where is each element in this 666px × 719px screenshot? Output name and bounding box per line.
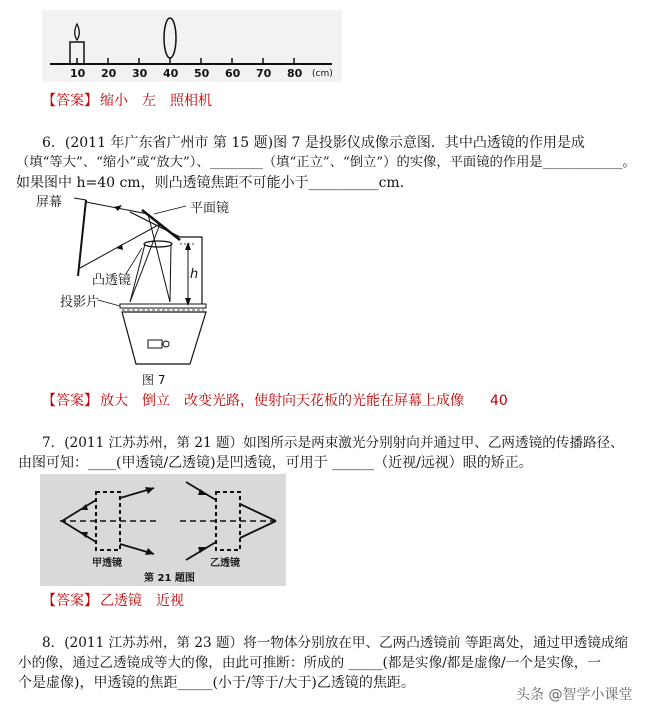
projector-figure	[30, 192, 230, 392]
optical-bench-figure	[42, 10, 342, 82]
answer-value: 近视	[156, 593, 184, 609]
q7-line1: 7．(2011 江苏苏州，第 21 题）如图所示是两束激光分别射向并通过甲、乙两透镜的传播路径、	[42, 435, 624, 451]
tick-label: 20	[101, 67, 117, 80]
answer-value: 放大	[100, 393, 128, 409]
slide	[120, 304, 206, 308]
q8-line2: 小的像，通过乙透镜成等大的像，由此可推断：所成的 _____(都是实像/都是虚像/一个是实像，一	[18, 655, 601, 671]
figure-caption: 第 21 题图	[144, 573, 195, 584]
answer-6	[42, 392, 522, 410]
q6-line1: 6．(2011 年广东省广州市 第 15 题)图 7 是投影仪成像示意图．其中凸透镜的作用是成	[42, 135, 585, 151]
screen	[78, 200, 86, 276]
answer-tag: 【答案】	[42, 93, 98, 109]
tick-label: 30	[132, 67, 148, 80]
tick-label: 10	[70, 67, 86, 80]
answer-value: 乙透镜	[100, 593, 142, 609]
lens-figure-21	[40, 474, 286, 586]
tick-label: 40	[163, 67, 179, 80]
answer-tag: 【答案】	[42, 593, 98, 609]
tick-label: 60	[225, 67, 241, 80]
q7-line2: 由图可知：____(甲透镜/乙透镜)是凹透镜，可用于 ______（近视/远视）眼的矫正。	[18, 455, 533, 471]
answer-7	[42, 592, 198, 610]
watermark: 头条 @智学小课堂	[516, 687, 633, 703]
figure-caption: 图 7	[142, 373, 166, 387]
q6-line2: （填“等大”、“缩小”或“放大”）、________（填“正立”、“倒立”）的实像，平面镜的作用是____________。	[16, 155, 636, 170]
screen-label: 屏幕	[36, 195, 63, 210]
answer-value: 左	[142, 93, 156, 109]
tick-label: 80	[287, 67, 303, 80]
answer-value: 40	[490, 393, 508, 409]
answer-5	[42, 92, 226, 110]
lens-jia-label: 甲透镜	[92, 558, 122, 569]
answer-value: 照相机	[170, 93, 212, 109]
unit-label: (cm)	[312, 69, 333, 79]
tick-label: 50	[194, 67, 210, 80]
lens-yi-label: 乙透镜	[210, 558, 240, 569]
answer-value: 缩小	[100, 93, 128, 109]
mirror-label: 平面镜	[190, 201, 230, 216]
slide-label: 投影片	[60, 295, 100, 310]
projector-base	[122, 312, 206, 364]
h-label: h	[190, 267, 199, 282]
q6-line3: 如果图中 h=40 cm，则凸透镜焦距不可能小于__________cm．	[16, 175, 414, 191]
q8-line3: 个是虚像)，甲透镜的焦距_____(小于/等于/大于)乙透镜的焦距。	[18, 675, 415, 691]
answer-value: 改变光路，使射向天花板的光能在屏幕上成像	[184, 393, 464, 409]
convex-lens	[144, 241, 172, 247]
answer-tag: 【答案】	[42, 393, 98, 409]
tick-label: 70	[256, 67, 272, 80]
answer-value: 倒立	[142, 393, 170, 409]
q8-line1: 8．(2011 江苏苏州，第 23 题）将一物体分别放在甲、乙两凸透镜前 等距离处，通过甲透镜成缩	[42, 635, 629, 651]
lens-label: 凸透镜	[92, 273, 132, 288]
